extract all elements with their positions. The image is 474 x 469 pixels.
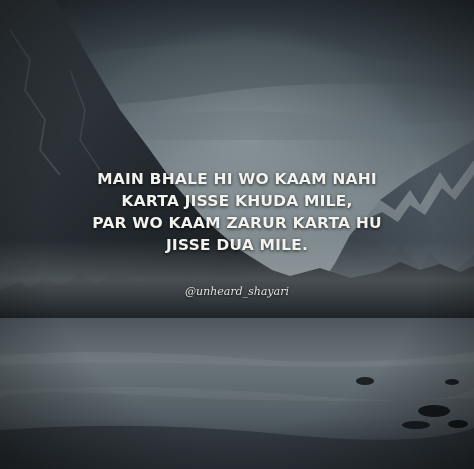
quote-line: MAIN BHALE HI WO KAAM NAHI xyxy=(97,170,377,188)
quote-line: JISSE DUA MILE. xyxy=(165,236,309,254)
author-handle: @unheard_shayari xyxy=(185,285,289,298)
quote-line: KARTA JISSE KHUDA MILE, xyxy=(121,192,353,210)
quote-line: PAR WO KAAM ZARUR KARTA HU xyxy=(92,214,382,232)
quote-text xyxy=(0,168,474,256)
